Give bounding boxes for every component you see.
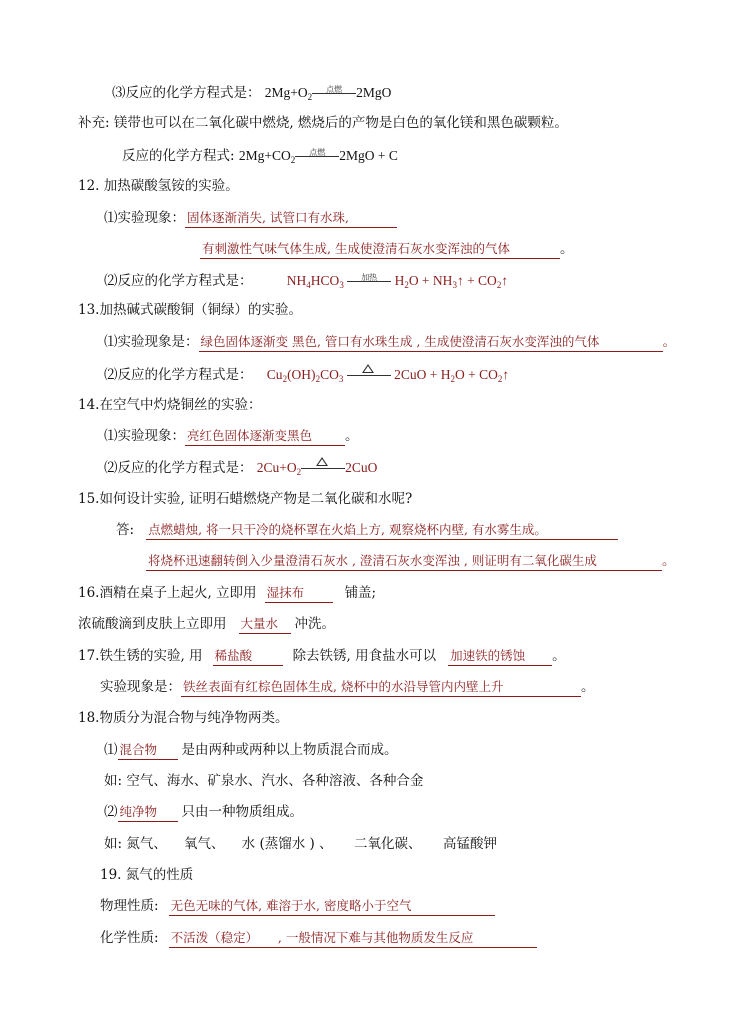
condition-heat-triangle — [301, 457, 345, 475]
q18-mixture — [104, 740, 398, 760]
line-3-equation — [112, 82, 391, 103]
answer-blank: 不活泼（稳定） , 一般情况下难与其他物质发生反应 — [169, 929, 537, 948]
number: ⑴ — [104, 742, 118, 758]
question-14-heading: 14.在空气中灼烧铜丝的实验： — [78, 397, 262, 413]
equation: $NH_4HCO_3$ 加热 $H_2O$ + $NH_3↑$ + $CO_2↑$ — [287, 273, 508, 288]
text: 16.酒精在桌子上起火, 立即用 — [78, 585, 257, 601]
label: 物理性质: — [100, 898, 159, 914]
answer-blank: 固体逐渐消失, 试管口有水珠, — [185, 209, 397, 228]
period: 。 — [662, 334, 676, 350]
answer-blank: 加速铁的锈蚀 — [448, 647, 552, 666]
answer-blank: 无色无味的气体, 难溶于水, 密度略小于空气 — [169, 897, 495, 916]
q14-equation — [104, 457, 377, 478]
period: 。 — [552, 648, 566, 664]
number: ⑵ — [104, 804, 118, 820]
answer-blank: 混合物 — [118, 741, 178, 760]
text: 浓硫酸滴到皮肤上立即用 — [78, 616, 227, 632]
answer-blank: 湿抹布 — [265, 584, 333, 603]
label: 答: — [116, 522, 135, 538]
condition-ignite: 点燃 — [295, 145, 339, 163]
label: ⑴实验现象是： — [104, 334, 199, 350]
label: 实验现象是： — [100, 679, 181, 695]
question-17 — [78, 646, 566, 666]
answer-blank: 大量水 — [239, 615, 291, 634]
text: 是由两种或两种以上物质混合而成。 — [181, 742, 398, 758]
period: 。 — [345, 428, 359, 444]
answer-blank: 将烧杯迅速翻转倒入少量澄清石灰水 , 澄清石灰水变浑浊 , 则证明有二氧化碳生成 — [146, 552, 662, 571]
question-19-heading: 19. 氮气的性质 — [100, 867, 194, 883]
supplement-text: 补充: 镁带也可以在二氧化碳中燃烧, 燃烧后的产物是白色的氧化镁和黑色碳颗粒。 — [78, 115, 568, 131]
question-16-cont — [78, 614, 335, 634]
label: ⑵反应的化学方程式是： — [104, 367, 253, 383]
condition-heat-triangle — [347, 364, 391, 382]
label: 反应的化学方程式: — [122, 148, 235, 164]
equation: $2Mg+CO_2$ 点燃 2MgO + C — [239, 148, 398, 163]
label: ⑴实验现象： — [104, 210, 185, 226]
q18-pure — [104, 802, 303, 822]
q15-answer-cont — [146, 551, 676, 571]
label: ⑵反应的化学方程式是： — [104, 273, 253, 289]
question-13-heading: 13.加热碱式碳酸铜（铜绿）的实验。 — [78, 302, 302, 318]
q19-physical — [100, 896, 495, 916]
equation: $2Mg+O_2$ 点燃 2MgO — [265, 85, 392, 100]
q13-equation — [104, 364, 509, 385]
q13-phenomenon — [104, 332, 676, 352]
q14-phenomenon — [104, 426, 359, 446]
question-12-heading: 12. 加热碳酸氢铵的实验。 — [78, 178, 239, 194]
label: ⑴实验现象： — [104, 428, 185, 444]
text: 只由一种物质组成。 — [181, 804, 303, 820]
q12-phenomenon-cont — [200, 239, 574, 259]
supplement-equation — [122, 145, 398, 166]
answer-blank: 稀盐酸 — [213, 647, 283, 666]
label: 化学性质: — [100, 930, 159, 946]
q12-equation — [104, 270, 508, 291]
q18-mixture-examples: 如: 空气、海水、矿泉水、汽水、各种溶液、各种合金 — [104, 773, 424, 789]
period: 。 — [581, 679, 595, 695]
answer-blank: 点燃蜡烛, 将一只干冷的烧杯罩在火焰上方, 观察烧杯内壁, 有水雾生成。 — [146, 521, 618, 540]
equation: $2Cu+O_2$ 2CuO — [257, 460, 378, 475]
question-15-heading: 15.如何设计实验, 证明石蜡燃烧产物是二氧化碳和水呢? — [78, 491, 413, 507]
q17-phenomenon — [100, 677, 595, 697]
question-16 — [78, 583, 376, 603]
label: ⑶反应的化学方程式是： — [112, 85, 261, 101]
answer-blank: 绿色固体逐渐变 黑色, 管口有水珠生成 , 生成使澄清石灰水变浑浊的气体 — [199, 333, 663, 352]
question-18-heading: 18.物质分为混合物与纯净物两类。 — [78, 710, 289, 726]
answer-blank: 有刺激性气味气体生成, 生成使澄清石灰水变浑浊的气体 — [200, 240, 560, 259]
answer-blank: 亮红色固体逐渐变黑色 — [185, 427, 345, 446]
label: ⑵反应的化学方程式是： — [104, 460, 253, 476]
answer-blank: 铁丝表面有红棕色固体生成, 烧杯中的水沿导管内内壁上升 — [181, 678, 581, 697]
q12-phenomenon — [104, 208, 397, 228]
condition-ignite: 点燃 — [312, 82, 356, 100]
period: 。 — [662, 553, 676, 569]
text: 17.铁生锈的实验, 用 — [78, 648, 203, 664]
period: 。 — [560, 241, 574, 257]
q18-pure-examples: 如: 氮气、 氧气、 水 (蒸馏水 ) 、 二氧化碳、 高锰酸钾 — [104, 836, 497, 852]
text: 冲洗。 — [294, 616, 335, 632]
q19-chemical — [100, 928, 537, 948]
text: 除去铁锈, 用食盐水可以 — [292, 648, 437, 664]
answer-blank: 纯净物 — [118, 803, 178, 822]
condition-heat: 加热 — [347, 270, 391, 288]
text: 铺盖; — [344, 585, 377, 601]
q15-answer — [116, 520, 618, 540]
equation: $Cu_2(OH)_2CO_3$ $2CuO + H_2O$ + $CO_2↑$ — [267, 367, 509, 382]
